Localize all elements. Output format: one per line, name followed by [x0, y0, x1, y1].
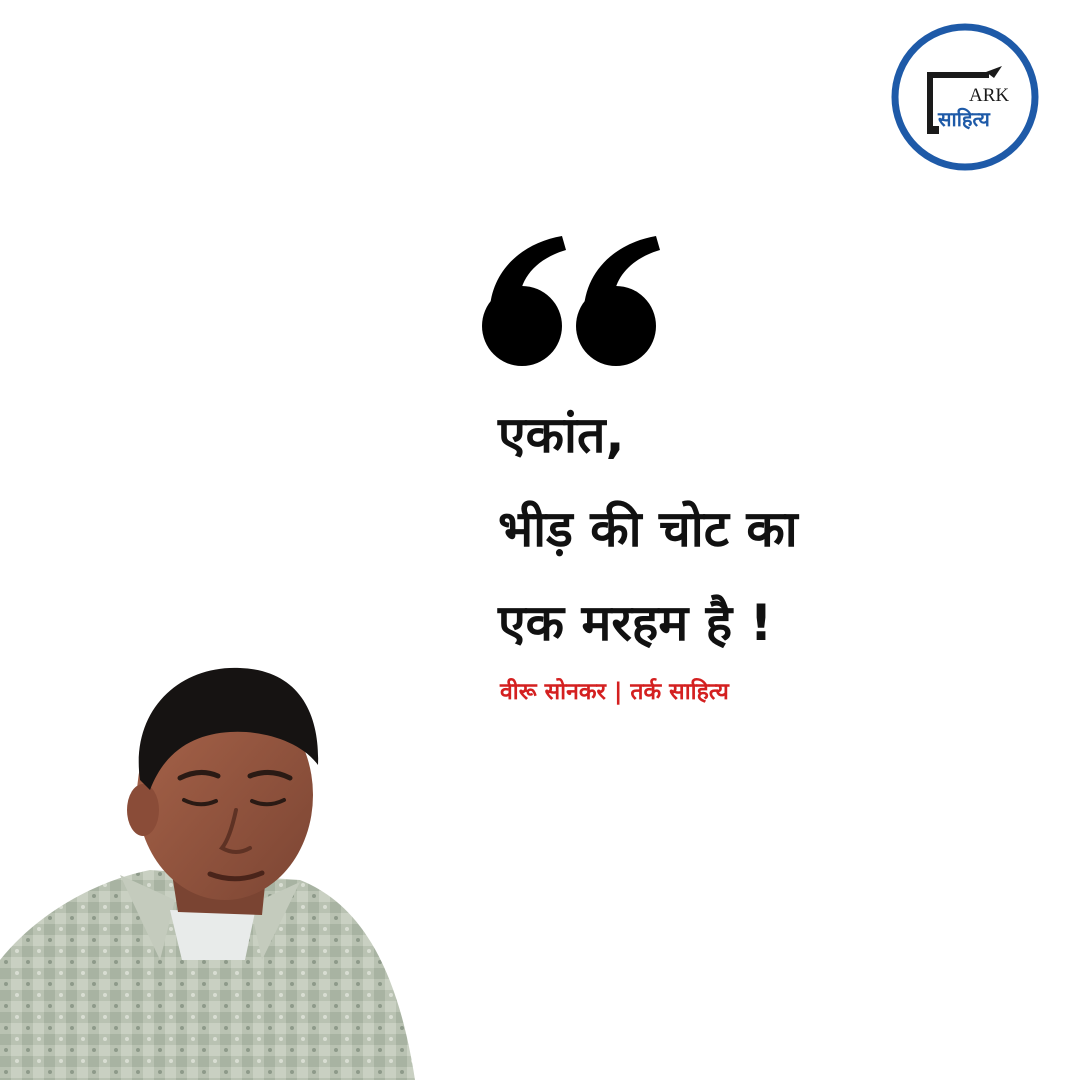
author-photo	[0, 660, 430, 1080]
source-name: तर्क साहित्य	[630, 679, 729, 705]
quotation-mark-icon	[480, 230, 670, 370]
logo-badge-svg	[890, 22, 1040, 172]
author-name: वीरू सोनकर	[500, 679, 606, 705]
logo-hindi-text: साहित्य	[938, 107, 990, 131]
tark-sahitya-logo	[890, 22, 1040, 172]
attribution	[500, 674, 729, 706]
attribution-separator: |	[613, 679, 623, 705]
quote-line-1: एकांत,	[498, 406, 625, 464]
quote-line-3: एक मरहम है !	[498, 594, 773, 652]
quote-line-2: भीड़ की चोट का	[498, 500, 798, 558]
logo-ring	[895, 27, 1035, 167]
logo-latin-text: ARK	[969, 85, 1010, 106]
quote-text	[498, 388, 1058, 670]
